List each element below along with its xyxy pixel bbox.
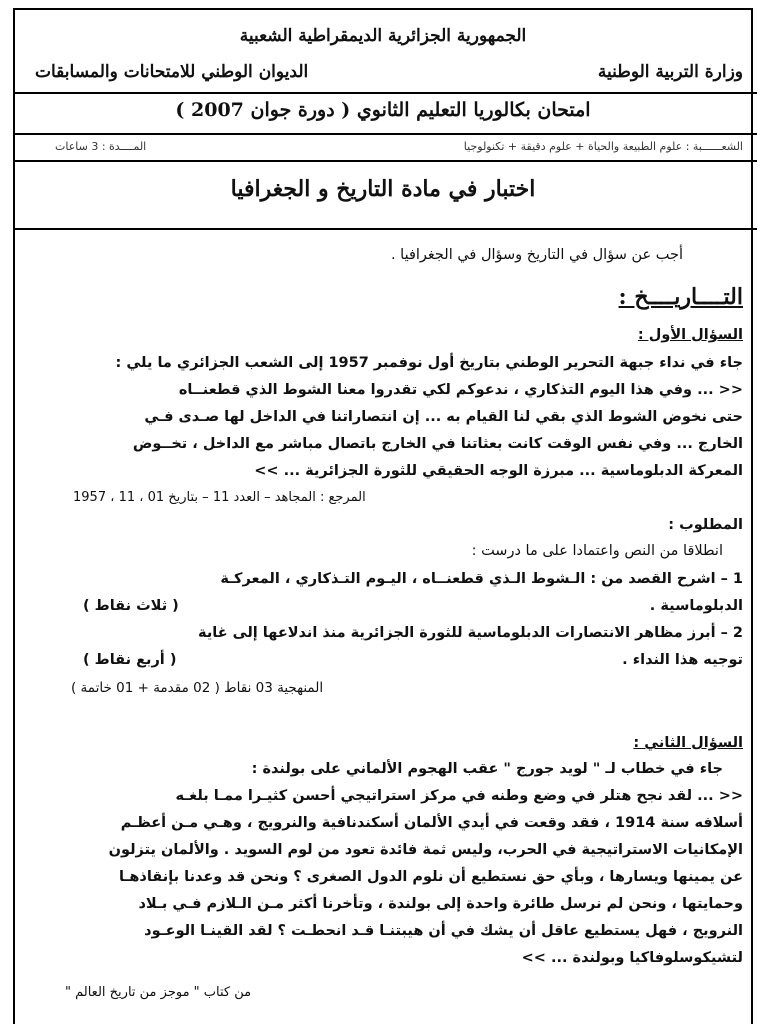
q2-quote-line: << ... لقد نجح هتلر في وضع وطنه في مركز استراتيجي أحسن كثيـرا ممـا بلغـه xyxy=(175,788,743,804)
exam-page xyxy=(13,0,757,1024)
q1-item-2-line1: 2 – أبرز مظاهر الانتصارات الدبلوماسية للثورة الجزائرية منذ اندلاعها إلى غاية xyxy=(198,625,743,641)
q1-item-1-line1: 1 – اشرح القصد من : الـشوط الـذي قطعنــاه ، اليـوم التـذكاري ، المعركـة xyxy=(220,571,743,587)
q1-quote-line: حتى نخوض الشوط الذي بقي لنا القيام به ... إن انتصاراتنا في الداخل لها صـدى فـي xyxy=(144,409,743,425)
q2-title: السؤال الثاني : xyxy=(633,735,743,751)
duration-label: المــــدة : 3 ساعات xyxy=(55,140,147,153)
q2-quote-line: النرويج ، فهل يستطيع عاقل أن يشك في أن هيبتنـا قـد انحطـت ؟ لقد القينـا الوعـود xyxy=(144,923,743,939)
info-divider xyxy=(13,160,757,162)
subject-divider xyxy=(13,228,757,230)
q2-quote-line: لتشيكوسلوفاكيا وبولندة ... >> xyxy=(521,950,743,966)
q1-quote-line: << ... وفي هذا اليوم التذكاري ، ندعوكم لكي تقدروا معنا الشوط الذي قطعنــاه xyxy=(178,382,743,398)
q2-quote-line: وحمايتها ، ونحن لم نرسل طائرة واحدة إلى بولندة ، وتأخرنا أكثر مـن الـلازم فـي بـلاد xyxy=(138,896,743,912)
exam-office-name: الديوان الوطني للامتحانات والمسابقات xyxy=(35,62,309,82)
q2-quote-line: عن يمينها ويسارها ، وبأي حق نستطيع أن نلوم الدول الصغرى ؟ ونحن قد وعدنا بإنقاذهـا xyxy=(118,869,743,885)
q2-quote-line: الإمكانيات الاستراتيجية في الحرب، وليس ثمة فائدة تعود من لوم السويد . والألمان يتزلون xyxy=(108,842,743,858)
q2-intro: جاء في خطاب لـ " لويد جورج " عقب الهجوم الألماني على بولندة : xyxy=(251,761,723,777)
republic-title: الجمهورية الجزائرية الديمقراطية الشعبية xyxy=(239,26,527,46)
q1-quote-line: الخارج ... وفي نفس الوقت كانت بعثاتنا في الخارج باتصال مباشر مع الداخل ، تخــوض xyxy=(132,436,743,452)
ministry-name: وزارة التربية الوطنية xyxy=(597,62,743,82)
q1-required-title: المطلوب : xyxy=(668,517,743,533)
q2-quote-line: أسلافه سنة 1914 ، فقد وقعت في أيدي الألمان أسكندنافية والنرويج ، وهـي مـن أعظـم xyxy=(120,815,743,831)
header-divider xyxy=(13,92,757,94)
q2-source: من كتاب " موجز من تاريخ العالم " xyxy=(65,985,252,1000)
q1-required-intro: انطلاقا من النص واعتمادا على ما درست : xyxy=(471,543,723,559)
q1-intro: جاء في نداء جبهة التحرير الوطني بتاريخ أول نوفمبر 1957 إلى الشعب الجزائري ما يلي : xyxy=(115,355,743,371)
instruction-text: أجب عن سؤال في التاريخ وسؤال في الجغرافيا . xyxy=(390,247,683,263)
q1-quote-line: المعركة الدبلوماسية ... مبرزة الوجه الحقيقي للثورة الجزائرية ... >> xyxy=(254,463,743,479)
history-heading: التــــاريــــخ : xyxy=(618,284,743,310)
exam-title-divider xyxy=(13,133,757,135)
exam-title: امتحان بكالوريا التعليم الثانوي ( دورة جوان 2007 ) xyxy=(175,99,591,121)
stream-label: الشعــــــبة : علوم الطبيعة والحياة + علوم دقيقة + تكنولوجيا xyxy=(463,140,743,153)
q1-methodology: المنهجية 03 نقاط ( 02 مقدمة + 01 خاتمة ) xyxy=(71,680,324,696)
q1-source: المرجع : المجاهد – العدد 11 – بتاريخ 01 ، 11 ، 1957 xyxy=(73,490,366,505)
subject-title: اختبار في مادة التاريخ و الجغرافيا xyxy=(230,176,536,202)
q1-item-2-points: ( أربع نقاط ) xyxy=(83,652,177,668)
q1-item-1-points: ( ثلاث نقاط ) xyxy=(83,598,179,614)
q1-item-1-line2: الدبلوماسية . xyxy=(649,598,743,614)
q1-item-2-line2: توجيه هذا النداء . xyxy=(622,652,743,668)
q1-title: السؤال الأول : xyxy=(637,327,743,343)
